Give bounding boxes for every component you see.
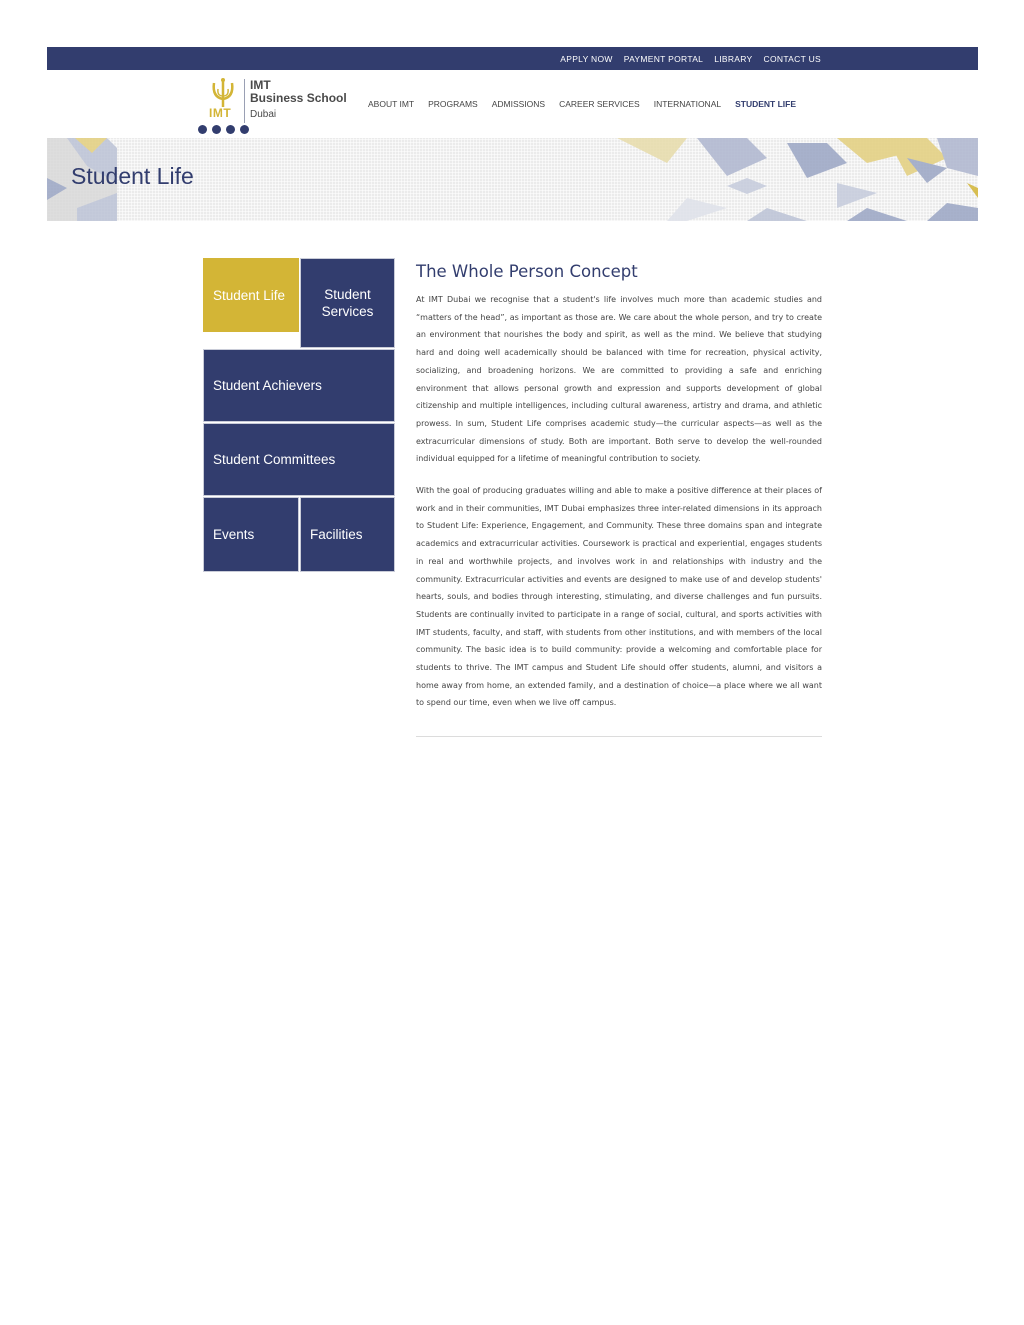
logo-line2: Business School — [250, 91, 347, 105]
page-banner — [47, 138, 978, 221]
tile-student-committees[interactable] — [203, 423, 395, 496]
nav-career-services[interactable]: CAREER SERVICES — [559, 99, 640, 109]
nav-about-imt[interactable]: ABOUT IMT — [368, 99, 415, 109]
nav-programs[interactable]: PROGRAMS — [428, 99, 478, 109]
page-title: Student Life — [71, 163, 194, 189]
nav-student-life[interactable]: STUDENT LIFE — [735, 99, 797, 109]
top-utility-bar — [47, 47, 978, 70]
tile-label: Student Life — [213, 287, 286, 303]
tile-label: Student Committees — [213, 452, 336, 467]
tile-label: Student Services — [321, 287, 374, 319]
logo-line1: IMT — [250, 78, 271, 92]
contact-us-link[interactable]: CONTACT US — [763, 53, 821, 64]
tile-student-life[interactable] — [203, 258, 299, 332]
payment-portal-link[interactable]: PAYMENT PORTAL — [623, 53, 704, 64]
logo-divider — [244, 79, 245, 123]
dot-icon — [240, 125, 249, 134]
article-paragraph-1: At IMT Dubai we recognise that a student's life involves much more than academic studies and “matters of the head”, as important as those are. We care about the whole person, and try to create an environment that nourishes the body and spirit, as well as the mind. We believe that studying hard and doing well academically should be balanced with time for recreation, physical activity, socializing, and broadening horizons. We are committed to providing a safe and enriching environment that allows personal growth and expression and supports development of global citizenship and multiple intelligences, including cultural awareness, artistry and drama, and athletic prowess. In sum, Student Life comprises academic study—the curricular aspects—as well as the extracurricular dimensions of study. Both are important. Both serve to develop the well-rounded individual equipped for a lifetime of meaningful contribution to society. — [416, 295, 822, 464]
logo-emblem-text: IMT — [209, 106, 232, 120]
article-paragraph-2: With the goal of producing graduates willing and able to make a positive difference at their places of work and in their communities, IMT Dubai emphasizes three inter-related dimensions in its approach to Student Life: Experience, Engagement, and Community. These three domains span and integrate academics and extracurricular activities. Coursework is practical and experiential, engages students in real and worthwhile projects, and involves work in and relationships with industry and the community. Extracurricular activities and events are designed to make use of and develop students' hearts, souls, and bodies through interesting, stimulating, and diverse challenges and fun pursuits. Students are continually invited to participate in a range of social, cultural, and sports activities with IMT students, faculty, and staff, with students from other institutions, and with members of the local community. The basic idea is to build community: provide a welcoming and comfortable place for students to thrive. The IMT campus and Student Life should offer students, alumni, and visitors a home away from home, an extended family, and a destination of choice—a place where we all want to spend our time, even when we live off campus. — [416, 486, 822, 708]
tile-label: Facilities — [310, 527, 363, 542]
dot-icons — [198, 125, 254, 134]
main-navigation — [368, 99, 810, 109]
tile-student-services[interactable] — [300, 258, 395, 348]
site-logo[interactable] — [198, 75, 358, 137]
logo-line3: Dubai — [250, 109, 277, 120]
tile-events[interactable] — [203, 497, 299, 572]
student-life-menu — [203, 258, 395, 572]
article-heading: The Whole Person Concept — [416, 262, 638, 281]
library-link[interactable]: LIBRARY — [714, 53, 753, 64]
nav-admissions[interactable]: ADMISSIONS — [491, 99, 546, 109]
apply-now-link[interactable]: APPLY NOW — [560, 53, 613, 64]
tile-student-achievers[interactable] — [203, 349, 395, 422]
dot-icon — [226, 125, 235, 134]
nav-international[interactable]: INTERNATIONAL — [653, 99, 722, 109]
tile-label: Events — [213, 527, 255, 542]
tile-facilities[interactable] — [300, 497, 395, 572]
content-divider — [416, 736, 822, 737]
dot-icon — [198, 125, 207, 134]
tile-label: Student Achievers — [213, 378, 322, 393]
article-content — [416, 262, 822, 726]
dot-icon — [212, 125, 221, 134]
